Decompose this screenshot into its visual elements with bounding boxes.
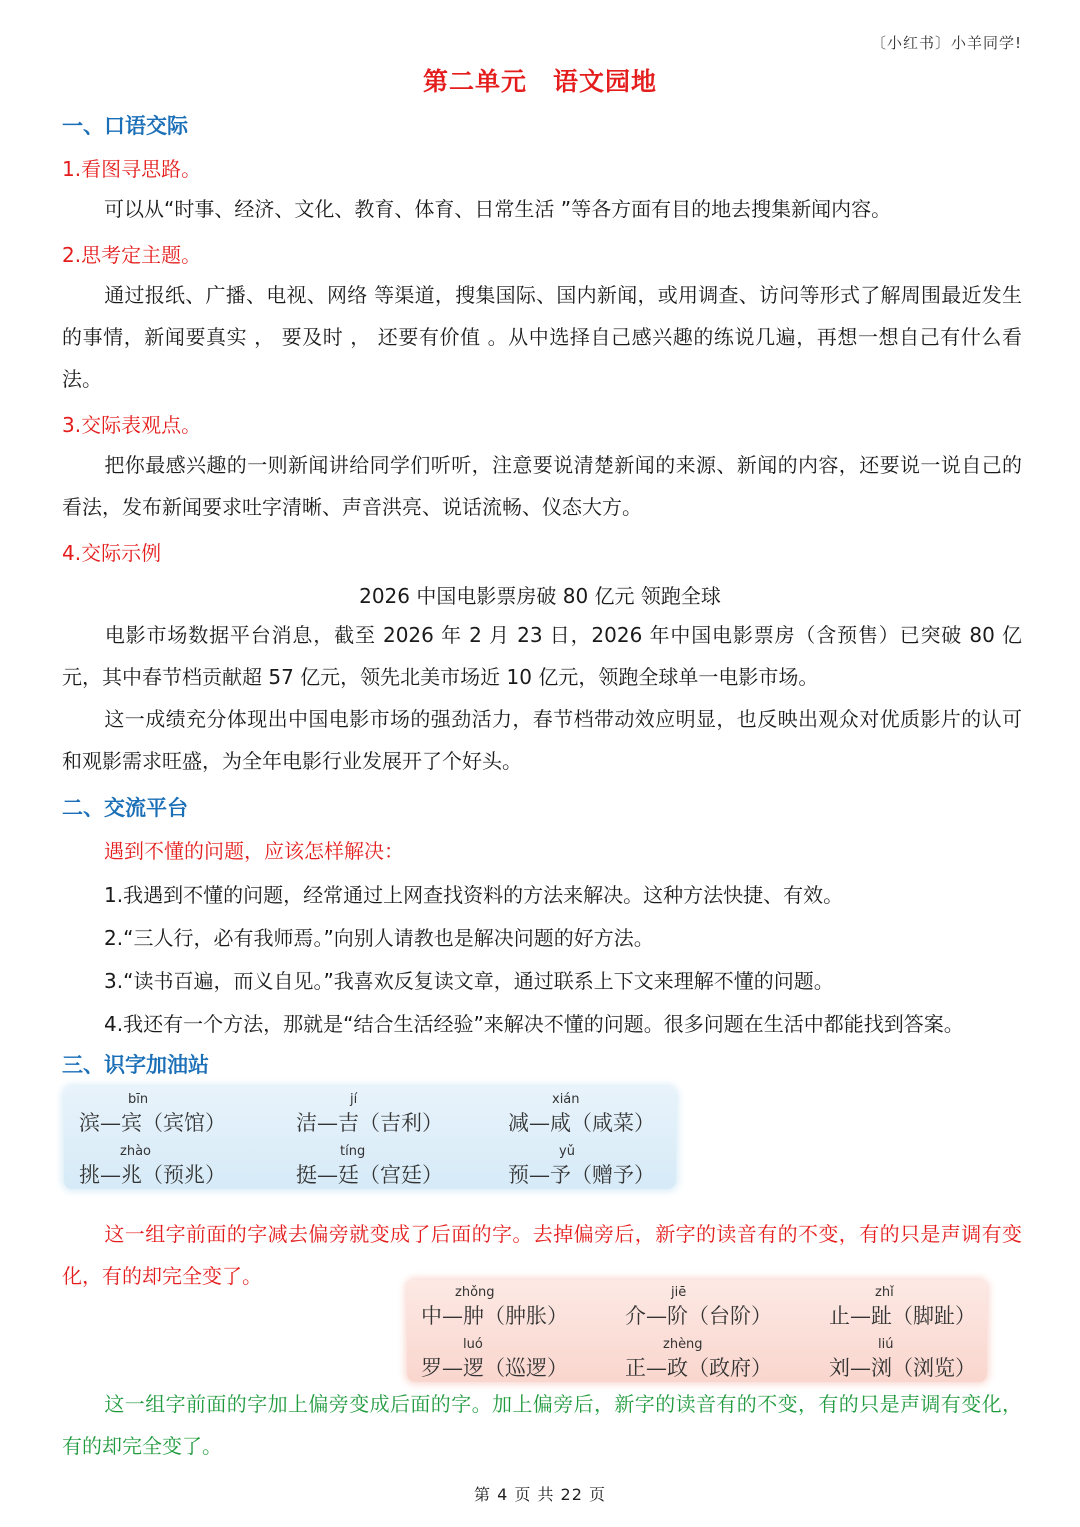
pinyin: tíng — [340, 1144, 366, 1159]
pinyin: yǔ — [559, 1144, 575, 1159]
paragraph-1: 可以从“时事、经济、文化、教育、体育、日常生活 ”等各方面有目的地去搜集新闻内容。 — [104, 197, 892, 221]
note-remove-radical: 这一组字前面的字减去偏旁就变成了后面的字。去掉偏旁后，新字的读音有的不变，有的只是声调有变化，有的却完全变了。 — [62, 1222, 1022, 1288]
news-paragraph-1: 电影市场数据平台消息，截至 2026 年 2 月 23 日，2026 年中国电影票房（含预售）已突破 80 亿元，其中春节档贡献超 57 亿元，领先北美市场近 10 亿元，领跑全球单一电影市场。 — [62, 623, 1022, 689]
char-pair: 正—政（政府） — [625, 1356, 772, 1380]
subheading-4: 4.交际示例 — [62, 541, 162, 565]
exchange-question: 遇到不懂的问题，应该怎样解决： — [104, 839, 404, 863]
pinyin: zhào — [120, 1144, 151, 1159]
section-heading-literacy: 三、识字加油站 — [62, 1053, 209, 1077]
subheading-2: 2.思考定主题。 — [62, 243, 202, 267]
page-title: 第二单元 语文园地 — [422, 67, 657, 96]
pinyin: jiē — [671, 1285, 687, 1300]
char-pair: 介—阶（台阶） — [625, 1304, 772, 1328]
list-item: 2.“三人行，必有我师焉。”向别人请教也是解决问题的好方法。 — [104, 926, 654, 950]
list-item: 1.我遇到不懂的问题，经常通过上网查找资料的方法来解决。这种方法快捷、有效。 — [104, 883, 844, 907]
paragraph-2: 通过报纸、广播、电视、网络 等渠道，搜集国际、国内新闻，或用调查、访问等形式了解周围最近发生的事情，新闻要真实 ， 要及时 ， 还要有价值 。从中选择自己感兴趣的练说几遍，再想一想自己有什么看法。 — [62, 283, 1022, 391]
char-pair: 挺—廷（宫廷） — [296, 1163, 443, 1187]
char-pair: 滨—宾（宾馆） — [79, 1111, 226, 1135]
pinyin: zhèng — [663, 1337, 703, 1352]
pinyin: luó — [463, 1337, 483, 1352]
list-item: 3.“读书百遍，而义自见。”我喜欢反复读文章，通过联系上下文来理解不懂的问题。 — [104, 969, 834, 993]
list-item: 4.我还有一个方法，那就是“结合生活经验”来解决不懂的问题。很多问题在生活中都能找到答案。 — [104, 1012, 964, 1036]
char-pair: 中—肿（肿胀） — [421, 1304, 568, 1328]
pinyin: bīn — [128, 1092, 149, 1107]
char-pair: 止—趾（脚趾） — [829, 1304, 976, 1328]
char-pair: 预—予（赠予） — [508, 1163, 655, 1187]
section-heading-speaking: 一、口语交际 — [62, 114, 188, 138]
pinyin: jí — [350, 1092, 358, 1107]
pinyin: zhǐ — [875, 1285, 894, 1300]
pinyin: liú — [878, 1337, 894, 1352]
pinyin: xián — [552, 1092, 580, 1107]
char-pair: 减—咸（咸菜） — [508, 1111, 655, 1135]
page-footer: 第 4 页 共 22 页 — [474, 1485, 606, 1504]
char-pair: 罗—逻（巡逻） — [421, 1356, 568, 1380]
paragraph-3: 把你最感兴趣的一则新闻讲给同学们听听，注意要说清楚新闻的来源、新闻的内容，还要说一说自己的看法，发布新闻要求吐字清晰、声音洪亮、说话流畅、仪态大方。 — [62, 453, 1022, 519]
subheading-3: 3.交际表观点。 — [62, 413, 202, 437]
watermark: 〔小红书〕小羊同学! — [870, 34, 1022, 52]
char-group-2-box — [407, 1280, 987, 1382]
char-pair: 洁—吉（吉利） — [296, 1111, 443, 1135]
char-group-1-box — [64, 1087, 676, 1189]
char-pair: 刘—浏（浏览） — [829, 1356, 976, 1380]
note-add-radical: 这一组字前面的字加上偏旁变成后面的字。加上偏旁后，新字的读音有的不变，有的只是声调有变化，有的却完全变了。 — [62, 1392, 1022, 1458]
char-pair: 挑—兆（预兆） — [79, 1163, 226, 1187]
news-title: 2026 中国电影票房破 80 亿元 领跑全球 — [359, 584, 721, 608]
section-heading-exchange: 二、交流平台 — [62, 796, 188, 820]
pinyin: zhǒng — [455, 1285, 495, 1300]
subheading-1: 1.看图寻思路。 — [62, 157, 202, 181]
news-paragraph-2: 这一成绩充分体现出中国电影市场的强劲活力，春节档带动效应明显，也反映出观众对优质影片的认可和观影需求旺盛，为全年电影行业发展开了个好头。 — [62, 707, 1022, 773]
